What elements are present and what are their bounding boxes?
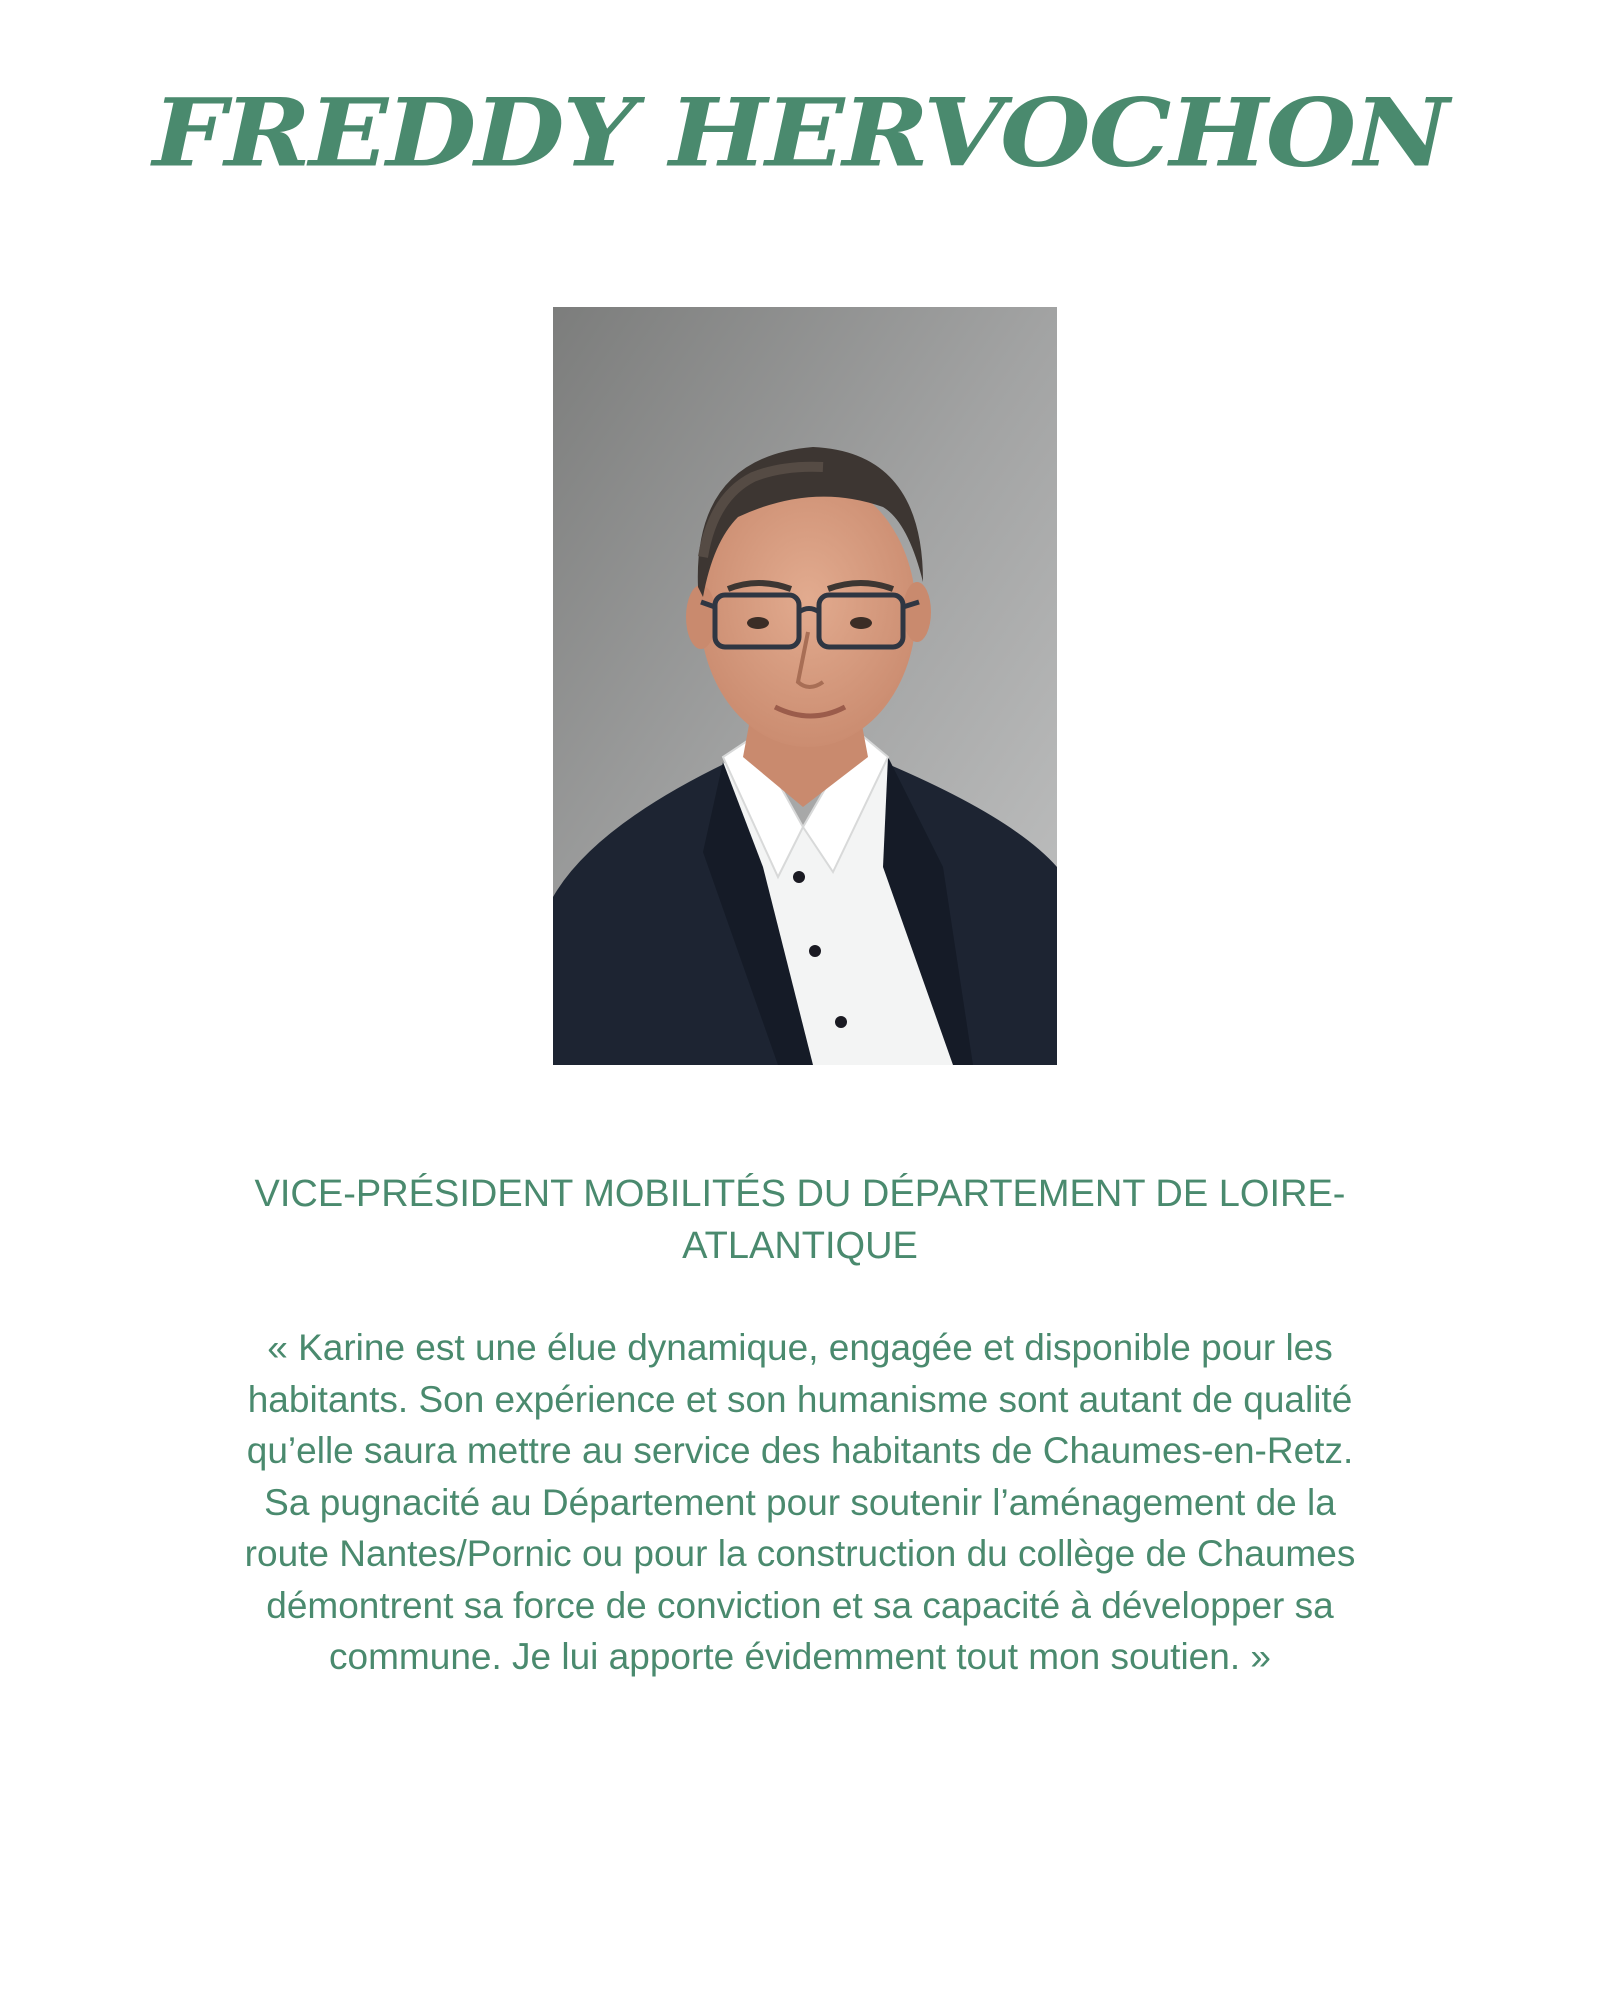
quote-line: qu’elle saura mettre au service des habitants de Chaumes-en-Retz. [246, 1430, 1354, 1471]
quote-line: route Nantes/Pornic ou pour la construction du collège de Chaumes [244, 1533, 1356, 1574]
portrait-photo [553, 307, 1057, 1065]
page-title: FREDDY HERVOCHON [152, 77, 1448, 188]
role-title [240, 1168, 1360, 1272]
role-title-line: ATLANTIQUE [682, 1225, 918, 1267]
testimonial-quote [150, 1322, 1450, 1683]
quote-line: habitants. Son expérience et son humanisme sont autant de qualité [247, 1378, 1353, 1420]
quote-line: démontrent sa force de conviction et sa capacité à développer sa [266, 1584, 1334, 1626]
quote-line: « Karine est une élue dynamique, engagée et disponible pour les [267, 1327, 1333, 1368]
quote-line: Sa pugnacité au Département pour soutenir l’aménagement de la [264, 1481, 1336, 1523]
quote-line: commune. Je lui apporte évidemment tout mon soutien. » [329, 1636, 1271, 1677]
role-title-line: VICE-PRÉSIDENT MOBILITÉS DU DÉPARTEMENT DE LOIRE- [254, 1173, 1346, 1215]
